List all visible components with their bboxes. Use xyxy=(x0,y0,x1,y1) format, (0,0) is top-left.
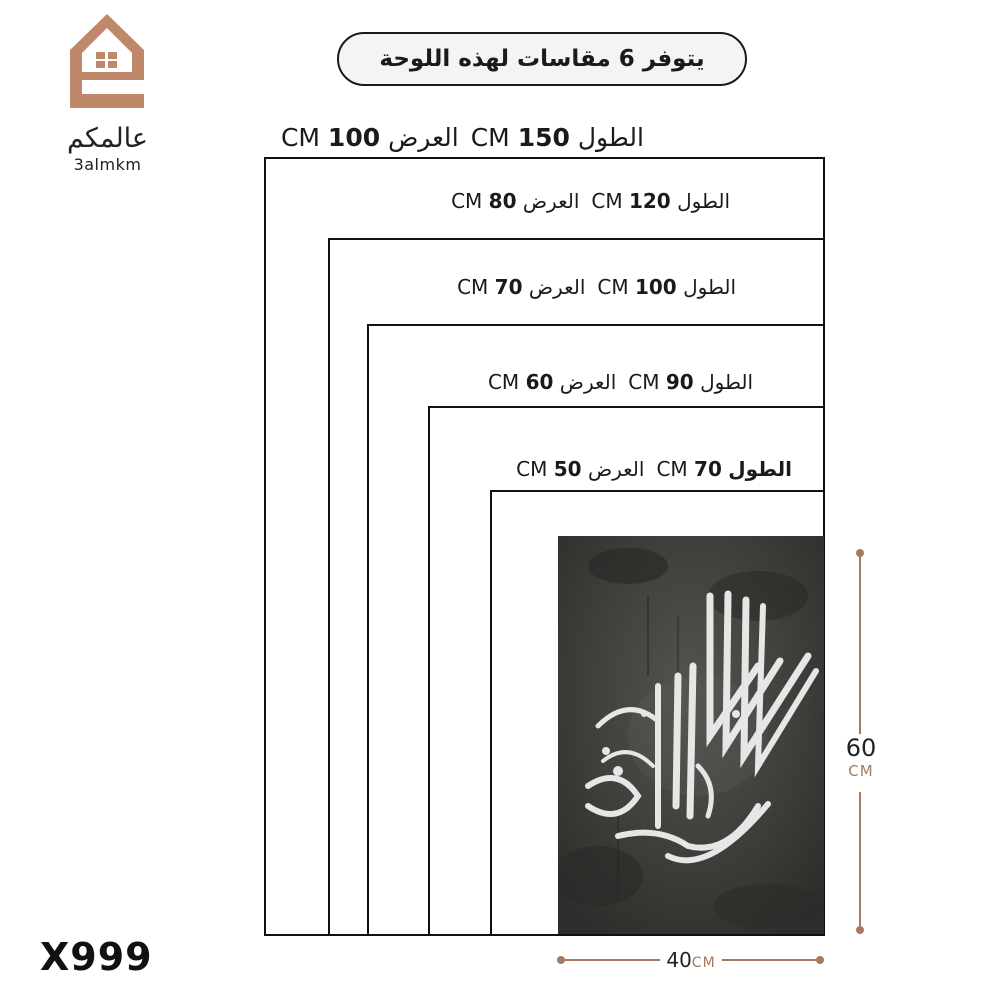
width-value: 40 xyxy=(666,948,692,972)
height-dimension-label xyxy=(836,734,886,792)
brand-name-english: 3almkm xyxy=(73,155,142,174)
size-label-100x70: الطول 100 CMالعرض 70 CM xyxy=(457,275,736,299)
brand-name-arabic: عالمكم xyxy=(66,123,149,154)
calligraphy-artwork-icon xyxy=(558,536,824,934)
size-label-150x100: الطول 150 CMالعرض 100 CM xyxy=(280,123,644,152)
height-dimension-dot-top xyxy=(856,549,864,557)
calligraphy-painting xyxy=(558,536,824,934)
size-label-70x50: الطول 70 CMالعرض 50 CM xyxy=(516,457,792,481)
sizes-available-banner: يتوفر 6 مقاسات لهذه اللوحة xyxy=(337,32,747,86)
width-dimension-dot-right xyxy=(816,956,824,964)
height-dimension-dot-bottom xyxy=(856,926,864,934)
product-code: X999 xyxy=(40,935,153,979)
size-label-120x80: الطول 120 CMالعرض 80 CM xyxy=(451,189,730,213)
size-label-90x60: الطول 90 CMالعرض 60 CM xyxy=(487,370,753,394)
house-logo-icon xyxy=(68,12,146,112)
width-unit: CM xyxy=(691,955,716,971)
width-dimension-label xyxy=(660,948,722,972)
height-unit: CM xyxy=(848,762,874,780)
brand-logo xyxy=(55,12,160,172)
height-value: 60 xyxy=(845,734,877,762)
width-dimension-dot-left xyxy=(557,956,565,964)
